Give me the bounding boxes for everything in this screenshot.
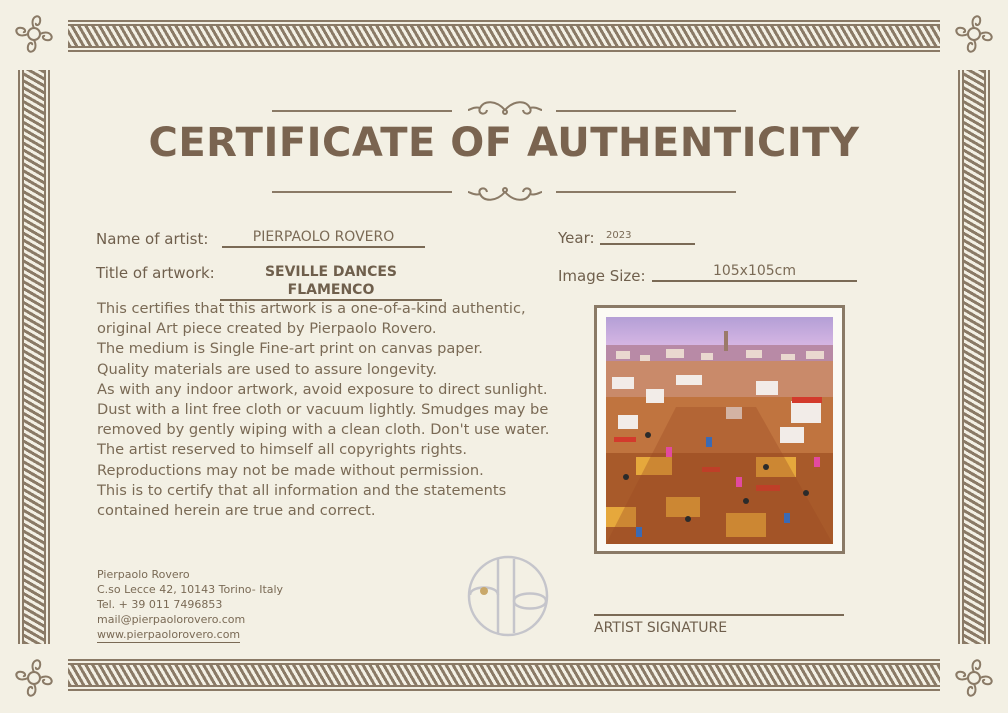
title-rule-top-right [556, 110, 736, 112]
statement-line: As with any indoor artwork, avoid exposure to direct sunlight. [97, 380, 548, 398]
ornament-corner-icon [946, 650, 1002, 706]
bottom-border [68, 663, 940, 687]
artist-name-label: Name of artist: [96, 230, 209, 248]
contact-phone: Tel. + 39 011 7496853 [97, 598, 223, 611]
statement-line: Quality materials are used to assure longevity. [97, 360, 437, 378]
statement-line: This certifies that this artwork is a one-of-a-kind authentic, [97, 300, 526, 317]
top-border [68, 24, 940, 48]
contact-website: www.pierpaolorovero.com [97, 628, 241, 641]
artwork-image [606, 317, 833, 544]
title-rule-top-left [272, 110, 452, 112]
image-size-value: 105x105cm [652, 262, 857, 282]
artwork-title-label: Title of artwork: [96, 264, 215, 282]
flourish-icon [466, 180, 544, 204]
contact-address: C.so Lecce 42, 10143 Torino- Italy [97, 583, 284, 596]
monogram-logo-icon [462, 555, 554, 637]
signature-label: ARTIST SIGNATURE [594, 620, 728, 636]
year-value: 2023 [600, 229, 695, 245]
statement-line: contained herein are true and correct. [97, 502, 376, 520]
artwork-title-value: SEVILLE DANCES FLAMENCO [220, 263, 442, 301]
statement-line: original Art piece created by Pierpaolo Rovero. [97, 320, 437, 338]
statement-line: This is to certify that all information and the statements [97, 481, 507, 499]
statement-line: The artist reserved to himself all copyrights rights. [97, 441, 468, 459]
flourish-icon [466, 98, 544, 122]
contact-block [97, 567, 283, 643]
ornament-corner-icon [946, 6, 1002, 62]
page-title: CERTIFICATE OF AUTHENTICITY [148, 120, 860, 166]
statement-line: Reproductions may not be made without permission. [97, 461, 484, 479]
statement-line: removed by gently wiping with a clean cloth. Don't use water. [97, 421, 550, 439]
image-size-label: Image Size: [558, 267, 646, 285]
signature-line [594, 614, 844, 616]
contact-name: Pierpaolo Rovero [97, 568, 190, 581]
contact-email: mail@pierpaolorovero.com [97, 613, 246, 626]
artwork-frame [594, 305, 845, 554]
statement-line: Dust with a lint free cloth or vacuum lightly. Smudges may be [97, 401, 549, 419]
statement-line: The medium is Single Fine-art print on canvas paper. [97, 340, 483, 358]
title-rule-bottom-right [556, 191, 736, 193]
certification-statement [97, 299, 567, 521]
title-rule-bottom-left [272, 191, 452, 193]
ornament-corner-icon [6, 650, 62, 706]
ornament-corner-icon [6, 6, 62, 62]
artist-name-value: PIERPAOLO ROVERO [222, 228, 425, 248]
year-label: Year: [558, 229, 595, 247]
